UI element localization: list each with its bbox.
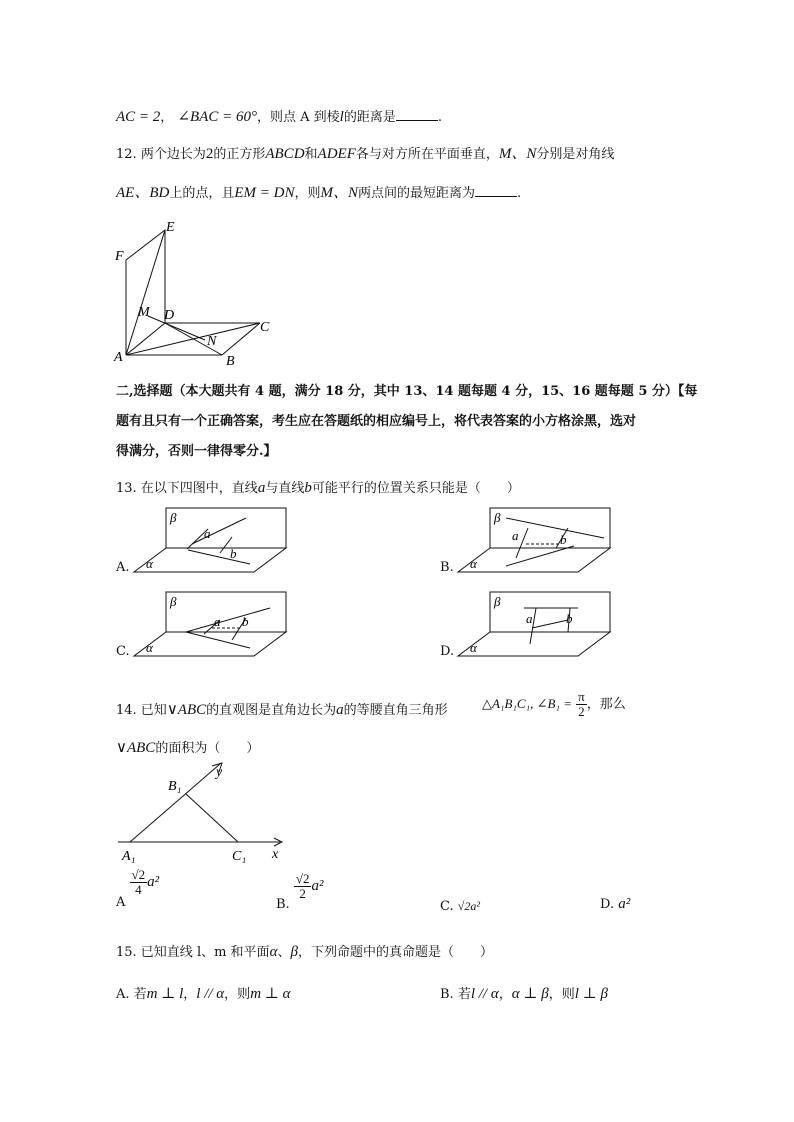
q12-figure: [110, 218, 310, 368]
q12-line2: AE、BD上的点，且EM = DN，则M、N两点间的最短距离为 .: [116, 185, 522, 201]
svg-text:a: a: [204, 526, 211, 541]
q13-option-b: B.: [440, 560, 454, 575]
svg-text:a: a: [526, 611, 533, 626]
label-c: C: [260, 320, 270, 335]
q13-figure-b: [456, 506, 626, 576]
q13-figure-c: [132, 590, 302, 660]
section-2-line1: 二,选择题（本大题共有 4 题，满分 18 分，其中 13、14 题每题 4 分，15、16 题每题 5 分）【每: [116, 384, 698, 399]
q15-stem: 15. 已知直线 l、m 和平面α、β，下列命题中的真命题是（ ）: [116, 944, 493, 960]
q12-line1: 12. 两个边长为2的正方形ABCD和ADEF各与对方所在平面垂直，M、N分别是对角线: [116, 146, 615, 162]
q13-figure-a: [132, 506, 302, 576]
svg-text:α: α: [470, 640, 477, 655]
q14-line2: ∨ABC的面积为（ ）: [116, 740, 260, 756]
q14-option-c: C. √2a²: [440, 899, 480, 914]
svg-text:b: b: [230, 546, 237, 561]
q13-stem: 13. 在以下四图中，直线a与直线b可能平行的位置关系只能是（ ）: [116, 480, 520, 496]
svg-text:a: a: [214, 614, 221, 629]
label-b: B: [226, 354, 235, 369]
svg-text:α: α: [146, 556, 153, 571]
eq-ac: AC = 2: [116, 109, 161, 125]
label-n: N: [207, 334, 217, 349]
eq-angle: ∠BAC = 60°: [177, 109, 257, 125]
svg-text:β: β: [170, 594, 177, 609]
svg-text:β: β: [494, 594, 501, 609]
label-a: A: [114, 350, 123, 365]
label-e: E: [166, 220, 175, 235]
q13-option-c: C.: [116, 644, 130, 659]
svg-text:β: β: [494, 510, 501, 525]
q14-triangle-cond: △A₁B₁C₁, ∠B₁ = $\frac{\pi}{2}$ ，那么: [482, 689, 626, 719]
q15-option-b: B. 若l // α，α ⊥ β，则l ⊥ β: [440, 986, 608, 1002]
svg-text:x: x: [272, 847, 279, 862]
q13-figure-d: [456, 590, 626, 660]
q11-tail: AC = 2， ∠BAC = 60°，则点 A 到棱l的距离是 .: [116, 109, 442, 125]
q14-option-b: B. $\frac{√2}{2}$ a²: [276, 871, 324, 912]
pi-over-2: $\frac{\pi}{2}$: [578, 689, 585, 719]
answer-blank: [396, 108, 438, 121]
q15-option-a: A. 若m ⊥ l，l // α，则m ⊥ α: [116, 986, 291, 1002]
svg-text:a: a: [512, 528, 519, 543]
q14-line1: 14. 已知∨ABC的直观图是直角边长为a的等腰直角三角形: [116, 702, 448, 718]
section-2-line3: 得满分，否则一律得零分.】: [116, 444, 277, 459]
q13-option-a: A.: [116, 560, 130, 575]
svg-text:b: b: [566, 611, 573, 626]
answer-blank: [475, 184, 517, 197]
q14-option-a: A $\frac{√2}{4}$ a²: [116, 867, 160, 910]
section-2-line2: 题有且只有一个正确答案，考生应在答题纸的相应编号上，将代表答案的小方格涂黑，选对: [116, 414, 637, 429]
q14-figure: [116, 762, 296, 862]
q13-option-d: D.: [440, 644, 455, 659]
svg-text:C₁: C₁: [232, 849, 247, 864]
svg-text:b: b: [242, 614, 249, 629]
svg-text:α: α: [146, 640, 153, 655]
label-f: F: [115, 249, 124, 264]
label-d: D: [164, 308, 175, 323]
label-m: M: [138, 305, 150, 320]
svg-text:α: α: [470, 556, 477, 571]
svg-text:b: b: [560, 532, 567, 547]
svg-text:y: y: [216, 765, 223, 780]
svg-text:A₁: A₁: [122, 849, 136, 864]
svg-text:β: β: [170, 510, 177, 525]
q14-option-d: D. a²: [600, 896, 631, 912]
svg-text:B₁: B₁: [168, 779, 182, 794]
